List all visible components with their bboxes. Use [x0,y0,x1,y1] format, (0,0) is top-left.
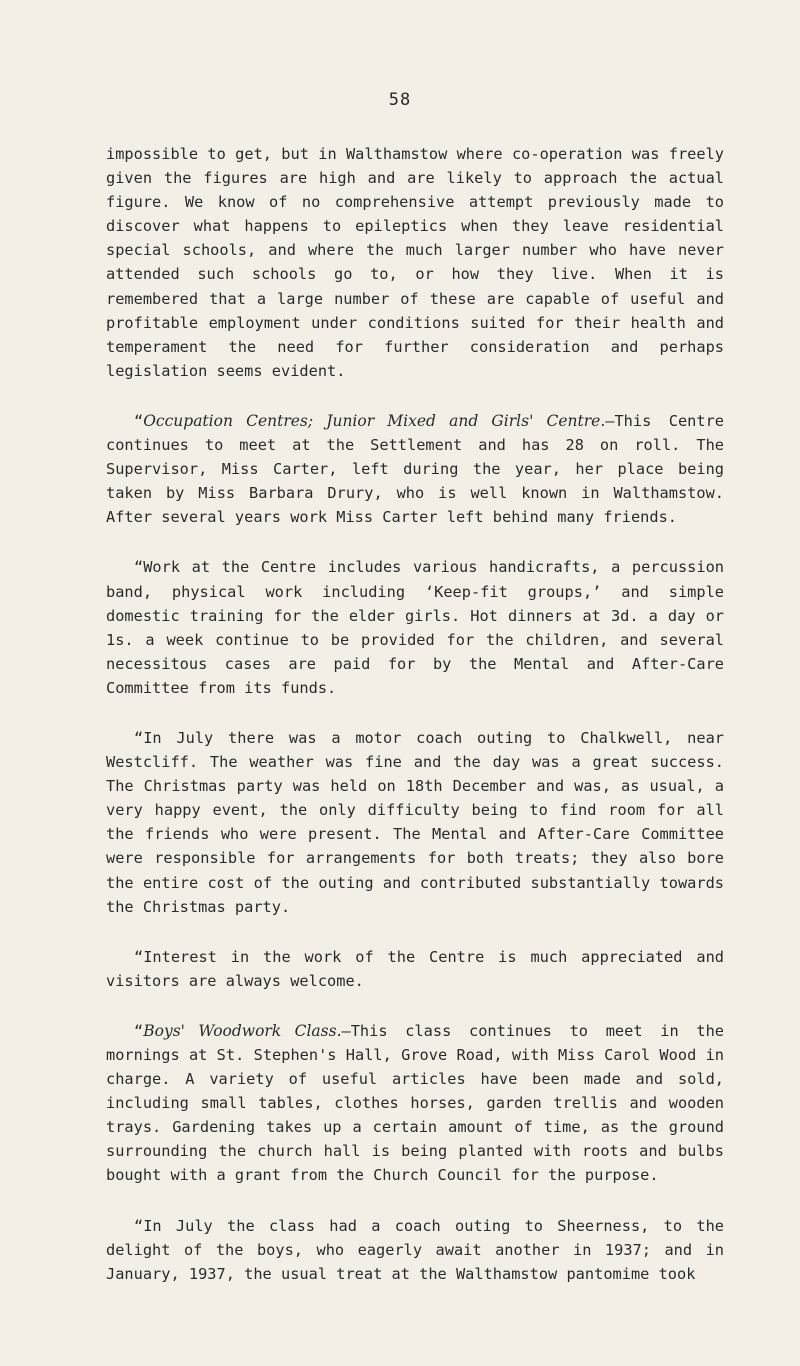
opening-quote: “ [134,411,144,430]
body-text [106,142,724,1286]
section-heading-woodwork-class: Boys' Woodwork Class. [143,1021,342,1040]
page-number: 58 [388,90,412,110]
paragraph-text: —This Centre continues to meet at the Settlement and has 28 on roll. The Supervisor, Miss Carter, left during the year, her place being taken by Miss Barbara Drury, who is well known in Walthamstow. After several years work Miss Carter left behind many friends. [106,411,724,527]
paragraph-epileptics: impossible to get, but in Walthamstow where co-operation was freely given the figures are high and are likely to approach the actual figure. We know of no comprehensive attempt previously made to discover what happens to epileptics when they leave residential special schools, and where the much larger number who have never attended such schools go to, or how they live. When it is remembered that a large number of these are capable of useful and profitable employment under conditions suited for their health and temperament the need for further consideration and perhaps legislation seems evident. [106,145,724,380]
paragraph-centre-work: “Work at the Centre includes various handicrafts, a percussion band, physical work including ‘Keep-fit groups,’ and simple domestic training for the elder girls. Hot dinners at 3d. a day or 1s. a week continue to be provided for the children, and several necessitous cases are paid for by the Mental and After-Care Committee from its funds. [106,558,724,697]
paragraph-sheerness-outing: “In July the class had a coach outing to Sheerness, to the delight of the boys, who eagerly await another in 1937; and in January, 1937, the usual treat at the Walthamstow pantomime took [106,1216,724,1283]
section-heading-occupation-centres: Occupation Centres; Junior Mixed and Girls' Centre. [143,411,606,430]
paragraph-woodwork-class [106,1019,724,1188]
paragraph-interest: “Interest in the work of the Centre is much appreciated and visitors are always welcome. [106,947,724,990]
opening-quote: “ [134,1021,144,1040]
paragraph-occupation-centres [106,409,724,529]
paragraph-text: —This class continues to meet in the mornings at St. Stephen's Hall, Grove Road, with Miss Carol Wood in charge. A variety of useful articles have been made and sold, including small tables, clothes horses, garden trellis and wooden trays. Gardening takes up a certain amount of time, as the ground surrounding the church hall is being planted with roots and bulbs bought with a grant from the Church Council for the purpose. [106,1021,724,1185]
paragraph-july-outing: “In July there was a motor coach outing to Chalkwell, near Westcliff. The weather was fine and the day was a great success. The Christmas party was held on 18th December and was, as usual, a very happy event, the only difficulty being to find room for all the friends who were present. The Mental and After-Care Committee were responsible for arrangements for both treats; they also bore the entire cost of the outing and contributed substantially towards the Christmas party. [106,728,724,916]
